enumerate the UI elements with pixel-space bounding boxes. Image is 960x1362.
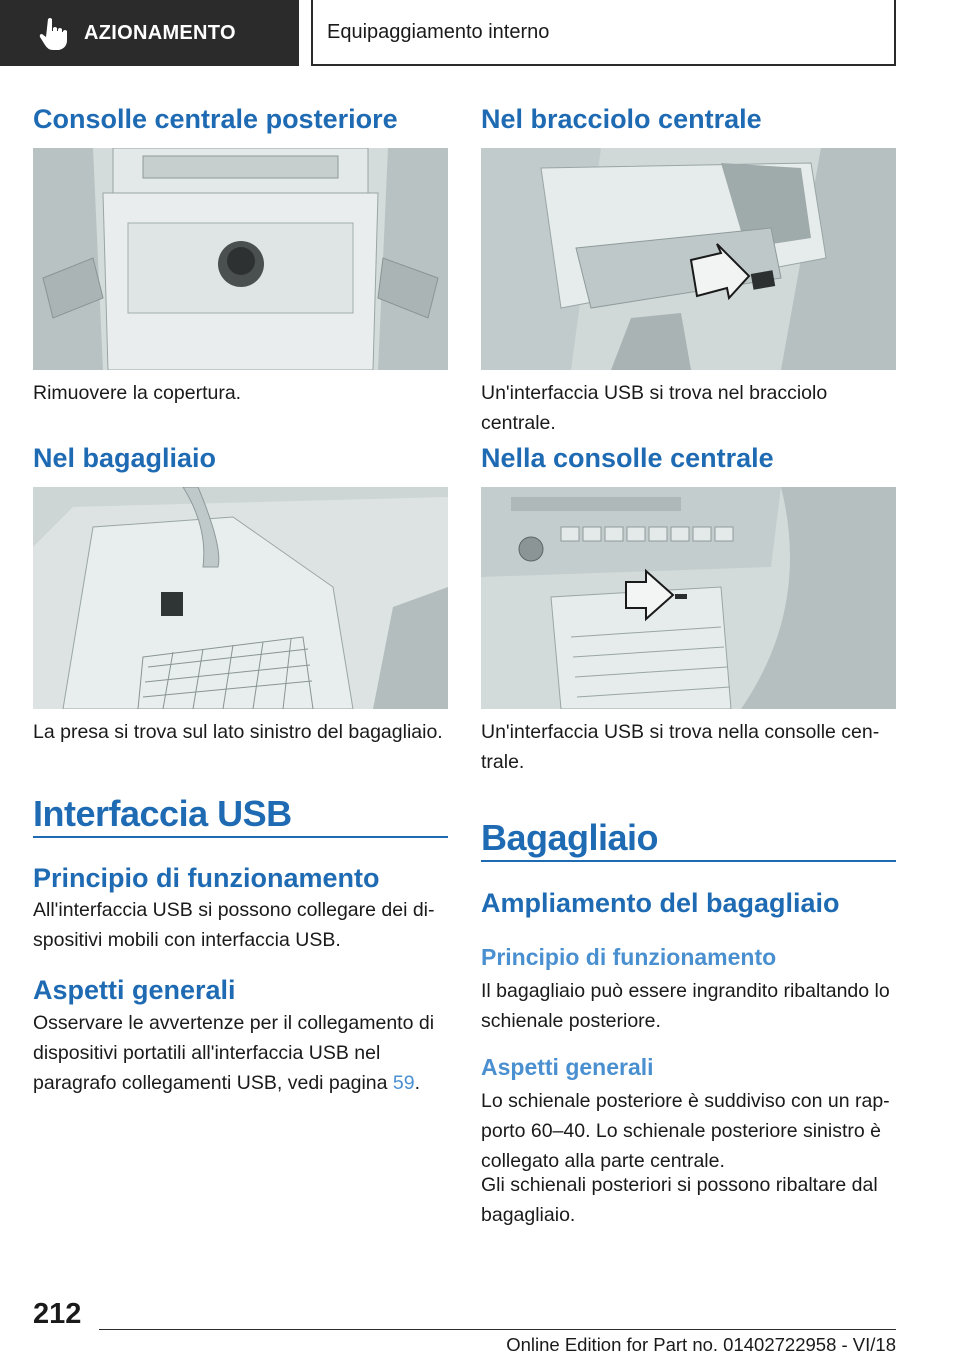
section-trunk: Bagagliaio [481,817,659,858]
chapter-label: Equipaggiamento interno [327,20,550,43]
rear-console-image [33,148,448,370]
chapter-header [311,0,896,66]
page-link-59[interactable]: 59 [392,1072,415,1094]
footer-edition: Online Edition for Part no. 01402722958 - VI/18 [506,1334,896,1355]
center-console-image [481,487,896,709]
heading-trunk: Nel bagagliaio [33,443,217,473]
page-number: 212 [33,1298,82,1330]
heading-rear-console: Consolle centrale posteriore [33,104,398,134]
usb-principle-heading: Principio di funzionamento [33,863,380,893]
footer-rule [99,1329,896,1330]
trunk-general-text-2: Gli schienali posteriori si possono ribaltare dal bagagliaio. [481,1174,878,1226]
usb-general-text: Osservare le avvertenze per il collegamento di dispositivi portatili all'interfaccia USB nel paragrafo collegamenti USB, vedi pagina [33,1012,435,1094]
section-label: AZIONAMENTO [84,21,236,44]
section-tab [0,0,299,66]
hand-pointer-icon [34,13,74,53]
heading-armrest: Nel bracciolo centrale [481,104,762,134]
section-usb-rule [33,836,448,838]
trunk-expand-heading: Ampliamento del bagagliaio [481,888,840,918]
caption-trunk: La presa si trova sul lato sinistro del bagagliaio. [33,721,443,743]
trunk-principle-heading: Principio di funzionamento [481,944,777,970]
usb-general-end: . [414,1072,421,1094]
trunk-principle-text: Il bagagliaio può essere ingrandito ribaltando lo schienale posteriore. [481,980,890,1032]
usb-general-heading: Aspetti generali [33,975,236,1005]
usb-general-paragraph [33,1008,451,1098]
trunk-general-heading: Aspetti generali [481,1054,654,1080]
section-trunk-rule [481,860,896,862]
section-usb: Interfaccia USB [33,793,292,834]
armrest-image [481,148,896,370]
caption-center-console: Un'interfaccia USB si trova nella consolle centrale. [481,721,880,773]
usb-principle-text: All'interfaccia USB si possono collegare dei dispositivi mobili con interfaccia USB. [33,899,435,951]
caption-rear-console: Rimuovere la copertura. [33,382,242,404]
caption-armrest: Un'interfaccia USB si trova nel bracciolo centrale. [481,382,828,434]
heading-center-console: Nella consolle centrale [481,443,774,473]
trunk-image [33,487,448,709]
trunk-general-text-1: Lo schienale posteriore è suddiviso con un rapporto 60–40. Lo schienale posteriore sinistro è collegato alla parte centrale. [481,1090,890,1172]
